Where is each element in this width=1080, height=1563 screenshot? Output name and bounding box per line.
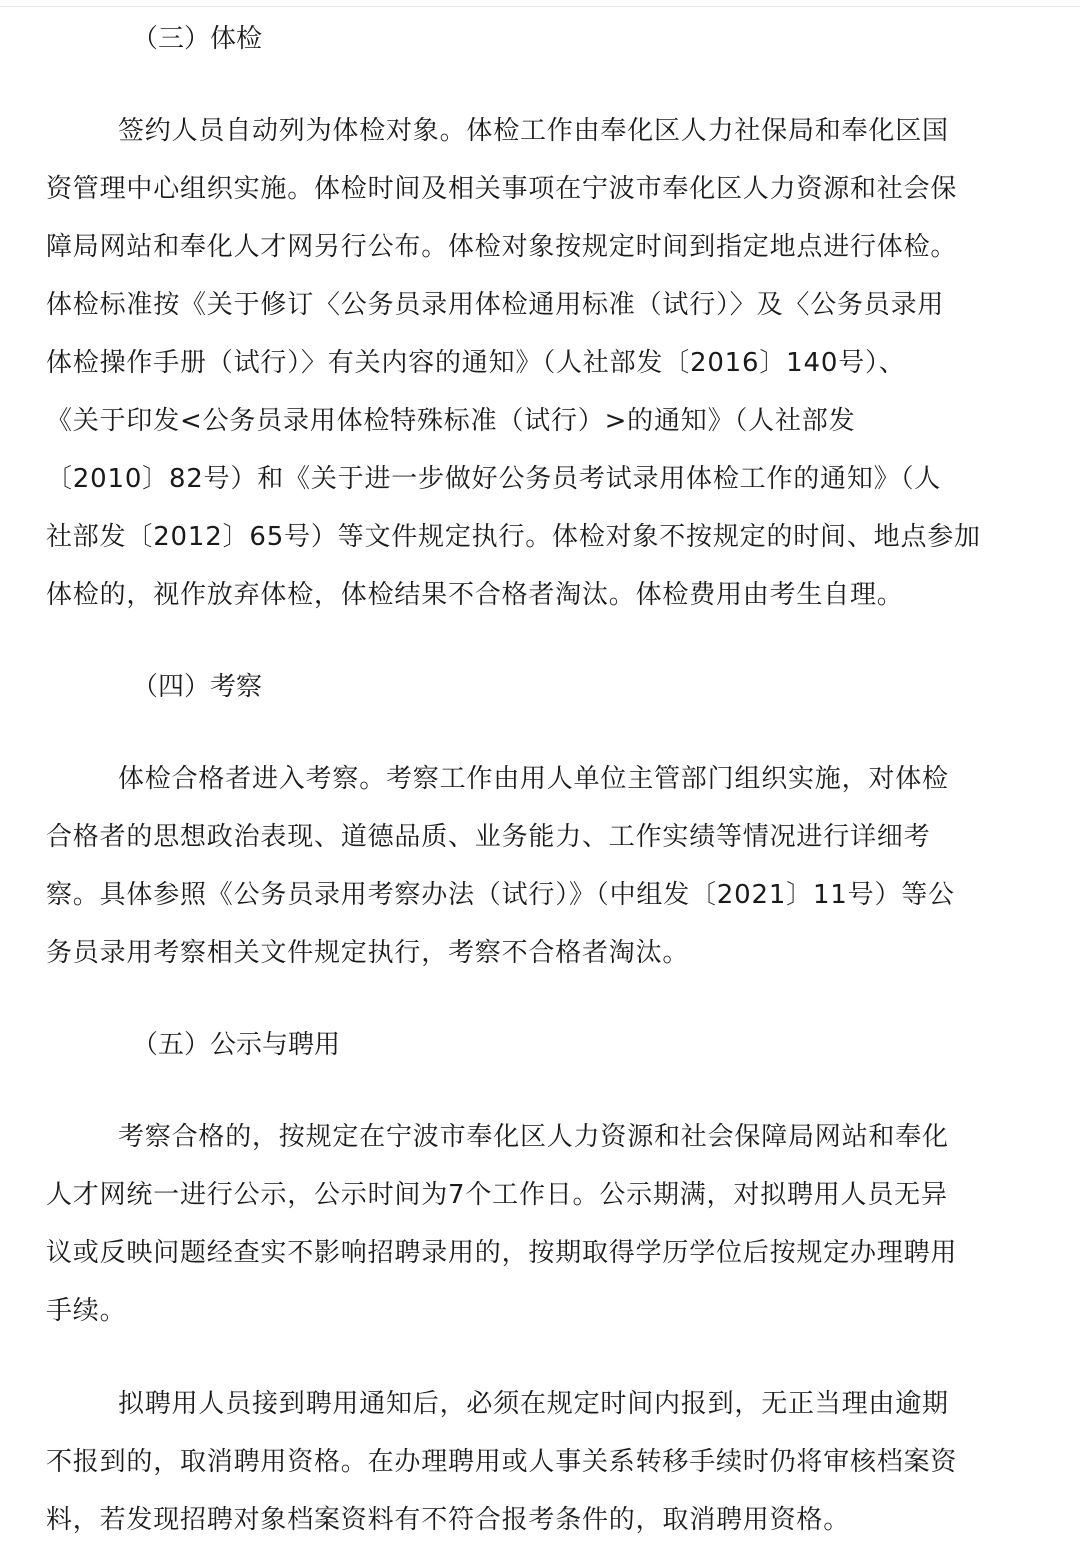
- text-line: 签约人员自动列为体检对象。体检工作由奉化区人力社保局和奉化区国: [118, 116, 949, 146]
- text-line: 拟聘用人员接到聘用通知后，必须在规定时间内报到，无正当理由逾期: [118, 1389, 949, 1419]
- top-divider: [0, 6, 1080, 7]
- text-line: 考察合格的，按规定在宁波市奉化区人力资源和社会保障局网站和奉化: [118, 1122, 949, 1152]
- text-line: 手续。: [46, 1296, 127, 1326]
- text-line: 障局网站和奉化人才网另行公布。体检对象按规定时间到指定地点进行体检。: [46, 232, 958, 262]
- section-heading-publicity-hiring: （五）公示与聘用: [132, 1030, 341, 1060]
- text-line: 议或反映问题经查实不影响招聘录用的，按期取得学历学位后按规定办理聘用: [46, 1238, 958, 1268]
- article-body: [46, 10, 1036, 1549]
- section-heading-inspection: （四）考察: [132, 672, 263, 702]
- paragraph-hiring: [46, 1375, 1036, 1549]
- text-line: 资管理中心组织实施。体检时间及相关事项在宁波市奉化区人力资源和社会保: [46, 174, 958, 204]
- text-line: 〔2010〕82号）和《关于进一步做好公务员考试录用体检工作的通知》（人: [46, 464, 942, 494]
- text-line: 社部发〔2012〕65号）等文件规定执行。体检对象不按规定的时间、地点参加: [46, 522, 981, 552]
- text-line: 务员录用考察相关文件规定执行，考察不合格者淘汰。: [46, 938, 690, 968]
- text-line: 不报到的，取消聘用资格。在办理聘用或人事关系转移手续时仍将审核档案资: [46, 1447, 958, 1477]
- text-line: 察。具体参照《公务员录用考察办法（试行）》（中组发〔2021〕11号）等公: [46, 880, 955, 910]
- paragraph-inspection: [46, 750, 1036, 982]
- section-heading-physical-exam: （三）体检: [132, 24, 263, 54]
- text-line: 合格者的思想政治表现、道德品质、业务能力、工作实绩等情况进行详细考: [46, 822, 931, 852]
- text-line: 体检操作手册（试行）〉有关内容的通知》（人社部发〔2016〕140号）、: [46, 348, 906, 378]
- text-line: 《关于印发<公务员录用体检特殊标准（试行）>的通知》（人社部发: [46, 406, 856, 436]
- text-line: 体检标准按《关于修订〈公务员录用体检通用标准（试行）〉及〈公务员录用: [46, 290, 945, 320]
- text-line: 料，若发现招聘对象档案资料有不符合报考条件的，取消聘用资格。: [46, 1505, 851, 1535]
- text-line: 体检合格者进入考察。考察工作由用人单位主管部门组织实施，对体检: [118, 764, 949, 794]
- paragraph-physical-exam: [46, 102, 1036, 624]
- text-line: 体检的，视作放弃体检，体检结果不合格者淘汰。体检费用由考生自理。: [46, 580, 904, 610]
- paragraph-publicity: [46, 1108, 1036, 1340]
- text-line: 人才网统一进行公示，公示时间为7个工作日。公示期满，对拟聘用人员无异: [46, 1180, 948, 1210]
